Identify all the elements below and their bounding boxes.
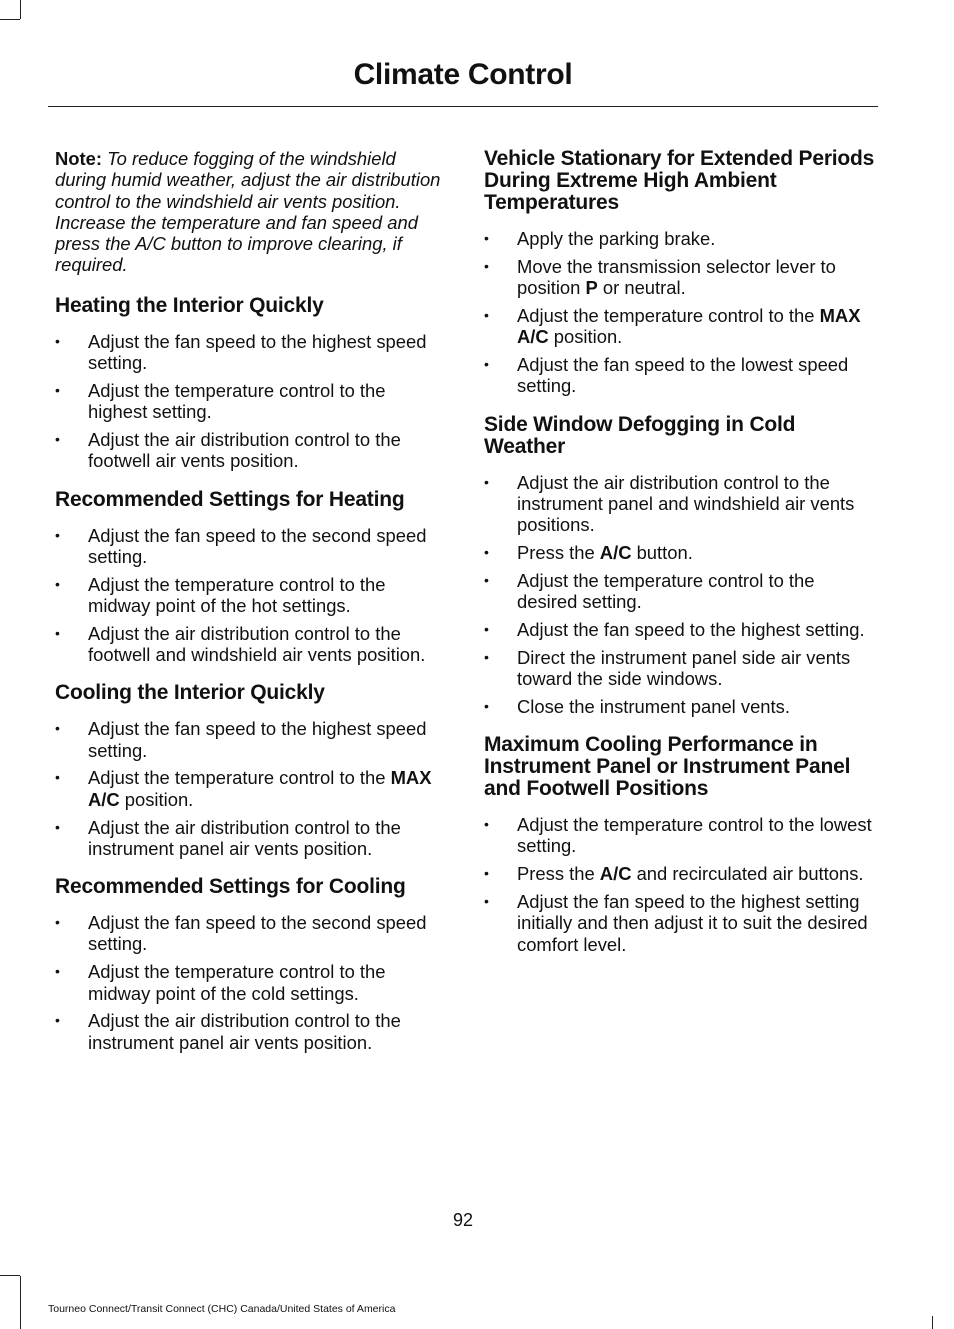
bullet-icon: •	[484, 865, 489, 882]
bullet-icon: •	[55, 624, 60, 641]
item-text: position.	[119, 788, 194, 810]
bullet-icon: •	[484, 355, 489, 372]
bullet-icon: •	[55, 575, 60, 592]
item-text: and recirculated air buttons.	[631, 863, 864, 885]
item-text: Press the	[517, 541, 600, 563]
section-heading: Heating the Interior Quickly	[55, 293, 324, 317]
list-item	[484, 228, 876, 249]
bullet-icon: •	[55, 381, 60, 398]
section-heading: Recommended Settings for Heating	[55, 487, 405, 511]
footer-model-text: Tourneo Connect/Transit Connect (CHC) Canada/United States of America	[48, 1303, 396, 1315]
list-item	[484, 647, 876, 690]
note-label: Note:	[55, 148, 102, 169]
item-text: Adjust the fan speed to the lowest speed setting.	[517, 353, 849, 397]
list-item	[484, 696, 876, 717]
section-heading: Vehicle Stationary for Extended Periods During Extreme High Ambient Temperatures	[484, 147, 875, 214]
item-text: Close the instrument panel vents.	[517, 695, 790, 717]
list-item	[484, 542, 876, 563]
list-item	[484, 570, 876, 613]
section-heading: Cooling the Interior Quickly	[55, 681, 325, 705]
item-text: Adjust the fan speed to the highest setting.	[517, 618, 865, 640]
section-heading: Maximum Cooling Performance in Instrument Panel or Instrument Panel and Footwell Positions	[484, 733, 851, 801]
list-item	[55, 429, 447, 472]
emphasis-text: MAX A/C	[88, 767, 432, 810]
crop-mark	[932, 1316, 933, 1329]
note-paragraph	[55, 148, 447, 276]
item-text: Adjust the temperature control to the	[88, 767, 391, 789]
bullet-icon: •	[484, 473, 489, 490]
title-divider	[48, 106, 878, 107]
item-text: Adjust the air distribution control to the footwell and windshield air vents position.	[88, 622, 426, 666]
item-text: Adjust the temperature control to the	[517, 304, 820, 326]
list-item	[484, 814, 876, 857]
emphasis-text: A/C	[599, 863, 632, 885]
crop-mark	[20, 0, 21, 19]
list-item	[484, 891, 876, 955]
note-text: To reduce fogging of the windshield during humid weather, adjust the air distribution control to the windshield air vents position. Increase the temperature and fan speed and press the A/C button to improve clearing, if required.	[55, 148, 441, 276]
list-item	[55, 525, 447, 568]
bullet-icon: •	[484, 571, 489, 588]
bullet-icon: •	[484, 697, 489, 714]
list-item	[484, 354, 876, 397]
bullet-icon: •	[484, 543, 489, 560]
right-sections	[484, 148, 876, 955]
list-item	[55, 718, 447, 761]
list-item	[55, 767, 447, 810]
crop-mark	[0, 19, 20, 20]
list-item	[55, 623, 447, 666]
item-text: Adjust the fan speed to the highest speed setting.	[88, 330, 427, 374]
item-text: or neutral.	[597, 277, 686, 299]
item-text: Press the	[517, 863, 600, 885]
bullet-icon: •	[55, 914, 60, 931]
list-item	[55, 817, 447, 860]
list-item	[484, 863, 876, 884]
bullet-list	[55, 718, 447, 859]
right-column	[484, 148, 876, 972]
crop-mark	[20, 1276, 21, 1329]
bullet-icon: •	[55, 332, 60, 349]
item-text: Move the transmission selector lever to position	[517, 255, 836, 299]
item-text: Adjust the air distribution control to the footwell air vents position.	[88, 428, 401, 472]
list-item	[484, 256, 876, 299]
emphasis-text: A/C	[599, 541, 632, 563]
section-heading: Recommended Settings for Cooling	[55, 875, 406, 899]
bullet-icon: •	[55, 430, 60, 447]
left-column	[55, 148, 447, 1070]
list-item	[55, 380, 447, 423]
bullet-list	[484, 472, 876, 717]
bullet-icon: •	[55, 526, 60, 543]
item-text: button.	[631, 541, 693, 563]
item-text: Adjust the temperature control to the lowest setting.	[517, 814, 872, 857]
item-text: Adjust the fan speed to the second speed setting.	[88, 912, 427, 955]
bullet-icon: •	[484, 230, 489, 246]
item-text: Adjust the air distribution control to the instrument panel air vents position.	[88, 816, 401, 859]
emphasis-text: P	[585, 277, 598, 299]
bullet-icon: •	[484, 306, 489, 323]
bullet-list	[484, 814, 876, 955]
bullet-list	[55, 525, 447, 666]
item-text: Adjust the fan speed to the highest speed setting.	[88, 718, 427, 761]
item-text: Adjust the fan speed to the highest setting initially and then adjust it to suit the desired comfort level.	[517, 890, 868, 955]
bullet-icon: •	[55, 1012, 60, 1029]
list-item	[484, 305, 876, 348]
item-text: Adjust the fan speed to the second speed setting.	[88, 524, 427, 567]
item-text: position.	[548, 326, 623, 348]
item-text: Adjust the air distribution control to the instrument panel air vents position.	[88, 1010, 401, 1053]
bullet-icon: •	[484, 648, 489, 665]
page-number: 92	[452, 1210, 474, 1230]
item-text: Adjust the air distribution control to the instrument panel and windshield air vents positions.	[517, 471, 855, 536]
bullet-list	[55, 912, 447, 1053]
bullet-icon: •	[484, 620, 489, 637]
list-item	[55, 912, 447, 955]
bullet-icon: •	[55, 720, 60, 737]
list-item	[55, 574, 447, 617]
list-item	[55, 961, 447, 1004]
item-text: Adjust the temperature control to the midway point of the cold settings.	[88, 961, 386, 1004]
item-text: Adjust the temperature control to the highest setting.	[88, 379, 386, 423]
item-text: Direct the instrument panel side air vents toward the side windows.	[517, 646, 851, 689]
list-item	[55, 1010, 447, 1053]
bullet-icon: •	[55, 769, 60, 786]
list-item	[55, 331, 447, 374]
crop-mark	[0, 1275, 20, 1276]
list-item	[484, 472, 876, 536]
left-sections	[55, 295, 447, 1053]
bullet-list	[55, 331, 447, 472]
section-heading: Side Window Defogging in Cold Weather	[484, 412, 796, 458]
bullet-icon: •	[484, 816, 489, 833]
bullet-icon: •	[55, 818, 60, 835]
bullet-icon: •	[484, 892, 489, 909]
bullet-icon: •	[55, 963, 60, 980]
page-title: Climate Control	[353, 58, 573, 91]
emphasis-text: MAX A/C	[517, 304, 861, 348]
item-text: Apply the parking brake.	[517, 228, 716, 249]
item-text: Adjust the temperature control to the desired setting.	[517, 569, 815, 613]
item-text: Adjust the temperature control to the midway point of the hot settings.	[88, 573, 386, 616]
bullet-icon: •	[484, 257, 489, 274]
bullet-list	[484, 228, 876, 397]
list-item	[484, 619, 876, 640]
